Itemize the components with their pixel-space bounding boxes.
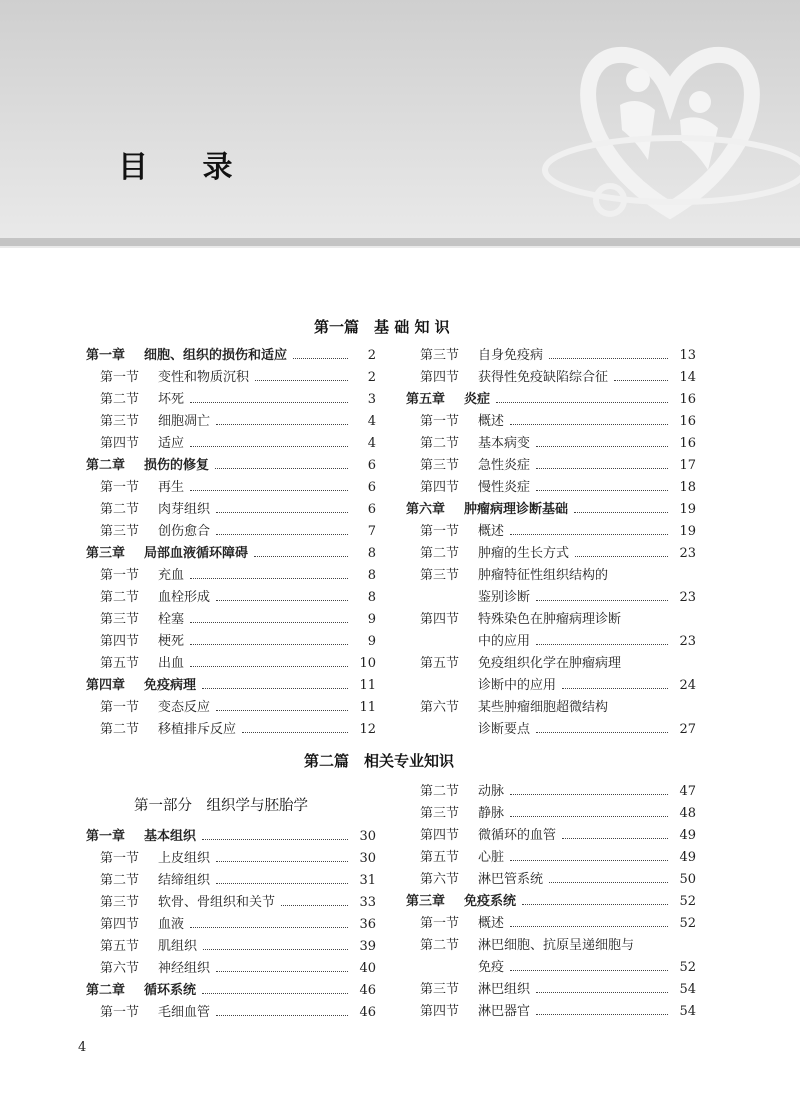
toc-page-number: 6 [367,458,376,473]
toc-page-number: 52 [679,916,696,931]
toc-leader-dots [203,949,348,950]
toc-entry-title: 坏死 [158,392,185,407]
toc-page-number: 16 [679,414,696,429]
toc-page-number: 4 [367,414,376,429]
toc-entry-title: 概述 [478,916,505,931]
toc-page-number: 27 [679,722,696,737]
toc-entry-title: 免疫系统 [464,894,517,909]
toc-page-number: 16 [679,436,696,451]
toc-entry-label: 第二节 [100,873,140,888]
toc-entry-title: 创伤愈合 [158,524,211,539]
toc-entry-label: 第五节 [420,656,460,671]
toc-page-number: 52 [679,960,696,975]
toc-entry-title: 肿瘤的生长方式 [478,546,570,561]
toc-leader-dots [216,971,348,972]
toc-section-entry[interactable] [86,521,376,543]
toc-leader-dots [216,424,348,425]
toc-chapter-entry[interactable] [86,675,376,697]
toc-entry-title: 免疫 [478,960,505,975]
toc-leader-dots [536,732,668,733]
toc-entry-label: 第三节 [420,458,460,473]
toc-leader-dots [216,861,348,862]
toc-entry-title: 中的应用 [478,634,531,649]
toc-leader-dots [536,992,668,993]
toc-page-number: 3 [367,392,376,407]
toc-leader-dots [510,794,668,795]
toc-leader-dots [190,666,348,667]
toc-leader-dots [510,424,668,425]
toc-entry-label: 第三节 [100,414,140,429]
toc-entry-label: 第一章 [86,348,126,363]
toc-entry-label: 第五节 [100,656,140,671]
toc-page-number: 54 [679,982,696,997]
toc-entry-label: 第一节 [420,916,460,931]
toc-page-number: 2 [367,348,376,363]
toc-leader-dots [255,380,348,381]
toc-entry-title: 血液 [158,917,185,932]
toc-section-entry[interactable] [86,719,376,741]
toc-leader-dots [614,380,668,381]
toc-leader-dots [202,688,348,689]
toc-entry-label: 第二节 [100,392,140,407]
toc-section-entry[interactable] [406,675,696,697]
toc-page-number: 40 [359,961,376,976]
toc-section-entry[interactable] [406,825,696,847]
toc-section-entry[interactable] [86,914,376,936]
toc-leader-dots [510,970,668,971]
toc-entry-label: 第二节 [420,784,460,799]
toc-entry-label: 第四章 [86,678,126,693]
toc-section-entry[interactable] [406,411,696,433]
toc-entry-label: 第一节 [100,700,140,715]
toc-leader-dots [190,446,348,447]
toc-section-entry[interactable] [406,913,696,935]
toc-section-entry[interactable] [406,631,696,653]
toc-entry-title: 鉴别诊断 [478,590,531,605]
toc-entry-label: 第六章 [406,502,446,517]
toc-page-number: 30 [359,829,376,844]
toc-page-number: 18 [679,480,696,495]
toc-entry-label: 第三章 [86,546,126,561]
toc-section-entry[interactable] [86,936,376,958]
toc-entry-label: 第二节 [100,590,140,605]
section-subheading: 第一部分 组织学与胚胎学 [134,798,308,814]
toc-section-entry[interactable] [86,958,376,980]
toc-entry-title: 静脉 [478,806,505,821]
toc-entry-title: 诊断中的应用 [478,678,557,693]
toc-entry-label: 第二节 [420,546,460,561]
toc-entry-title: 损伤的修复 [144,458,210,473]
toc-entry-title: 肌组织 [158,939,198,954]
toc-column [406,345,696,741]
toc-page-number: 33 [359,895,376,910]
toc-page-number: 6 [367,480,376,495]
toc-leader-dots [202,839,348,840]
toc-entry-label: 第四节 [420,1004,460,1019]
toc-section-entry[interactable] [86,653,376,675]
toc-leader-dots [216,1015,348,1016]
toc-leader-dots [536,468,668,469]
toc-chapter-entry[interactable] [86,980,376,1002]
toc-section-entry[interactable] [406,719,696,741]
toc-page-number: 39 [359,939,376,954]
toc-entry-title: 局部血液循环障碍 [144,546,249,561]
toc-entry-title: 肉芽组织 [158,502,211,517]
toc-entry-title: 毛细血管 [158,1005,211,1020]
toc-leader-dots [216,512,348,513]
toc-section-entry[interactable] [406,367,696,389]
toc-page-number: 24 [679,678,696,693]
toc-entry-label: 第二章 [86,458,126,473]
toc-leader-dots [190,927,348,928]
toc-page-number: 23 [679,546,696,561]
toc-section-entry[interactable] [406,653,696,675]
toc-entry-title: 基本组织 [144,829,197,844]
toc-leader-dots [536,490,668,491]
toc-section-entry[interactable] [86,609,376,631]
toc-section-entry[interactable] [86,631,376,653]
toc-entry-label: 第一节 [420,524,460,539]
toc-entry-label: 第三节 [100,524,140,539]
toc-entry-title: 上皮组织 [158,851,211,866]
toc-chapter-entry[interactable] [86,543,376,565]
toc-leader-dots [549,882,668,883]
toc-entry-label: 第二节 [420,938,460,953]
toc-entry-title: 概述 [478,524,505,539]
toc-leader-dots [562,688,668,689]
toc-entry-label: 第四节 [100,917,140,932]
toc-section-entry[interactable] [86,848,376,870]
toc-entry-label: 第三节 [420,806,460,821]
toc-entry-label: 第六节 [420,872,460,887]
toc-page-number: 8 [367,568,376,583]
toc-leader-dots [254,556,348,557]
toc-page-number: 30 [359,851,376,866]
toc-entry-title: 基本病变 [478,436,531,451]
toc-section-entry[interactable] [86,477,376,499]
toc-entry-title: 心脏 [478,850,505,865]
toc-section-entry[interactable] [86,411,376,433]
toc-section-entry[interactable] [406,565,696,587]
toc-page-number: 9 [367,634,376,649]
toc-entry-title: 慢性炎症 [478,480,531,495]
toc-leader-dots [510,816,668,817]
page-number: 4 [78,1040,87,1055]
toc-leader-dots [549,358,668,359]
toc-entry-title: 循环系统 [144,983,197,998]
toc-page-number: 7 [367,524,376,539]
toc-page-number: 12 [359,722,376,737]
toc-entry-label: 第四节 [100,634,140,649]
toc-entry-title: 细胞凋亡 [158,414,211,429]
toc-section-entry[interactable] [406,979,696,1001]
toc-leader-dots [536,1014,668,1015]
toc-section-entry[interactable] [406,609,696,631]
toc-entry-title: 充血 [158,568,185,583]
toc-page-number: 10 [359,656,376,671]
toc-leader-dots [216,883,348,884]
toc-entry-title: 免疫病理 [144,678,197,693]
toc-chapter-entry[interactable] [406,499,696,521]
toc-page-number: 14 [679,370,696,385]
toc-leader-dots [242,732,348,733]
toc-section-entry[interactable] [406,521,696,543]
toc-section-entry[interactable] [86,433,376,455]
toc-entry-label: 第三节 [420,348,460,363]
toc-entry-label: 第四节 [420,480,460,495]
toc-entry-label: 第五节 [100,939,140,954]
toc-leader-dots [536,446,668,447]
toc-entry-label: 第五章 [406,392,446,407]
toc-entry-label: 第一节 [100,370,140,385]
toc-section-entry[interactable] [406,345,696,367]
toc-entry-label: 第四节 [100,436,140,451]
toc-section-entry[interactable] [86,565,376,587]
toc-entry-label: 第三节 [420,982,460,997]
toc-chapter-entry[interactable] [86,826,376,848]
toc-entry-title: 自身免疫病 [478,348,544,363]
toc-section-entry[interactable] [86,499,376,521]
toc-entry-label: 第一章 [86,829,126,844]
toc-page-number: 23 [679,634,696,649]
toc-page-number: 36 [359,917,376,932]
toc-entry-title: 免疫组织化学在肿瘤病理 [478,656,622,671]
toc-section-entry[interactable] [86,870,376,892]
toc-section-entry[interactable] [406,957,696,979]
toc-page-number: 8 [367,546,376,561]
header-banner [0,0,800,248]
toc-section-entry[interactable] [406,1001,696,1023]
toc-section-entry[interactable] [86,367,376,389]
toc-entry-title: 栓塞 [158,612,185,627]
toc-entry-title: 急性炎症 [478,458,531,473]
toc-chapter-entry[interactable] [406,389,696,411]
toc-section-entry[interactable] [406,935,696,957]
toc-section-entry[interactable] [406,847,696,869]
toc-entry-label: 第四节 [420,370,460,385]
toc-leader-dots [510,926,668,927]
toc-section-entry[interactable] [406,587,696,609]
toc-leader-dots [496,402,668,403]
toc-entry-label: 第一节 [100,1005,140,1020]
toc-leader-dots [281,905,348,906]
toc-entry-title: 出血 [158,656,185,671]
toc-entry-title: 微循环的血管 [478,828,557,843]
toc-chapter-entry[interactable] [406,891,696,913]
toc-entry-title: 移植排斥反应 [158,722,237,737]
toc-page-number: 48 [679,806,696,821]
toc-entry-title: 动脉 [478,784,505,799]
toc-entry-label: 第四节 [420,828,460,843]
toc-page-number: 23 [679,590,696,605]
toc-page-number: 9 [367,612,376,627]
toc-leader-dots [215,468,348,469]
header-banner-stripe [0,238,800,246]
toc-entry-title: 获得性免疫缺陷综合征 [478,370,609,385]
toc-page-number: 31 [359,873,376,888]
toc-entry-title: 再生 [158,480,185,495]
toc-page-number: 52 [679,894,696,909]
toc-entry-label: 第四节 [420,612,460,627]
toc-entry-title: 结缔组织 [158,873,211,888]
toc-entry-title: 肿瘤特征性组织结构的 [478,568,609,583]
toc-leader-dots [190,402,348,403]
toc-section-entry[interactable] [406,697,696,719]
toc-page-number: 4 [367,436,376,451]
toc-section-entry[interactable] [406,455,696,477]
toc-entry-title: 诊断要点 [478,722,531,737]
toc-section-entry[interactable] [406,869,696,891]
toc-entry-title: 变态反应 [158,700,211,715]
toc-section-entry[interactable] [406,433,696,455]
toc-entry-label: 第一节 [420,414,460,429]
toc-leader-dots [190,622,348,623]
toc-leader-dots [216,534,348,535]
toc-leader-dots [536,600,668,601]
toc-chapter-entry[interactable] [86,455,376,477]
part-heading: 第二篇 相关专业知识 [304,752,455,770]
toc-entry-title: 淋巴细胞、抗原呈递细胞与 [478,938,635,953]
toc-column [86,345,376,741]
toc-entry-title: 特殊染色在肿瘤病理诊断 [478,612,622,627]
toc-page-number: 16 [679,392,696,407]
toc-entry-title: 淋巴组织 [478,982,531,997]
toc-leader-dots [510,534,668,535]
toc-page-number: 49 [679,828,696,843]
toc-leader-dots [536,644,668,645]
toc-leader-dots [522,904,668,905]
toc-entry-title: 神经组织 [158,961,211,976]
toc-entry-title: 淋巴器官 [478,1004,531,1019]
toc-entry-label: 第六节 [420,700,460,715]
toc-entry-title: 细胞、组织的损伤和适应 [144,348,288,363]
toc-column [406,781,696,1023]
toc-entry-label: 第六节 [100,961,140,976]
toc-page-number: 13 [679,348,696,363]
toc-section-entry[interactable] [406,543,696,565]
toc-column [86,826,376,1024]
toc-entry-label: 第五节 [420,850,460,865]
part-heading: 第一篇 基 础 知 识 [314,318,450,336]
toc-entry-label: 第三节 [420,568,460,583]
page-title: 目 录 [118,150,255,185]
toc-entry-title: 淋巴管系统 [478,872,544,887]
medical-heart-logo-icon [530,10,800,230]
toc-section-entry[interactable] [406,477,696,499]
toc-leader-dots [293,358,348,359]
toc-entry-label: 第二节 [100,722,140,737]
toc-entry-label: 第一节 [100,851,140,866]
toc-entry-title: 肿瘤病理诊断基础 [464,502,569,517]
toc-entry-title: 血栓形成 [158,590,211,605]
toc-section-entry[interactable] [86,389,376,411]
toc-leader-dots [216,710,348,711]
toc-page-number: 46 [359,983,376,998]
toc-page-number: 47 [679,784,696,799]
toc-entry-label: 第三节 [100,895,140,910]
toc-entry-label: 第三节 [100,612,140,627]
toc-page-number: 8 [367,590,376,605]
toc-section-entry[interactable] [86,697,376,719]
toc-leader-dots [190,578,348,579]
toc-section-entry[interactable] [406,781,696,803]
toc-entry-title: 炎症 [464,392,491,407]
toc-entry-label: 第二节 [420,436,460,451]
toc-leader-dots [574,512,668,513]
toc-entry-title: 软骨、骨组织和关节 [158,895,276,910]
toc-entry-label: 第二节 [100,502,140,517]
toc-leader-dots [190,490,348,491]
toc-leader-dots [575,556,668,557]
toc-page-number: 19 [679,502,696,517]
toc-page-number: 2 [367,370,376,385]
toc-section-entry[interactable] [406,803,696,825]
toc-page-number: 46 [359,1005,376,1020]
toc-page-number: 17 [679,458,696,473]
toc-section-entry[interactable] [86,587,376,609]
toc-entry-title: 变性和物质沉积 [158,370,250,385]
toc-leader-dots [202,993,348,994]
toc-entry-label: 第三章 [406,894,446,909]
toc-leader-dots [510,860,668,861]
toc-entry-title: 某些肿瘤细胞超微结构 [478,700,609,715]
toc-leader-dots [190,644,348,645]
toc-entry-label: 第一节 [100,568,140,583]
toc-entry-title: 概述 [478,414,505,429]
toc-entry-label: 第一节 [100,480,140,495]
toc-page-number: 11 [359,678,376,693]
toc-page-number: 19 [679,524,696,539]
toc-entry-title: 适应 [158,436,185,451]
toc-entry-title: 梗死 [158,634,185,649]
toc-chapter-entry[interactable] [86,345,376,367]
toc-page-number: 50 [679,872,696,887]
toc-section-entry[interactable] [86,892,376,914]
toc-page-number: 11 [359,700,376,715]
toc-leader-dots [216,600,348,601]
toc-section-entry[interactable] [86,1002,376,1024]
toc-page-number: 54 [679,1004,696,1019]
toc-entry-label: 第二章 [86,983,126,998]
toc-page-number: 49 [679,850,696,865]
toc-page-number: 6 [367,502,376,517]
toc-leader-dots [562,838,668,839]
